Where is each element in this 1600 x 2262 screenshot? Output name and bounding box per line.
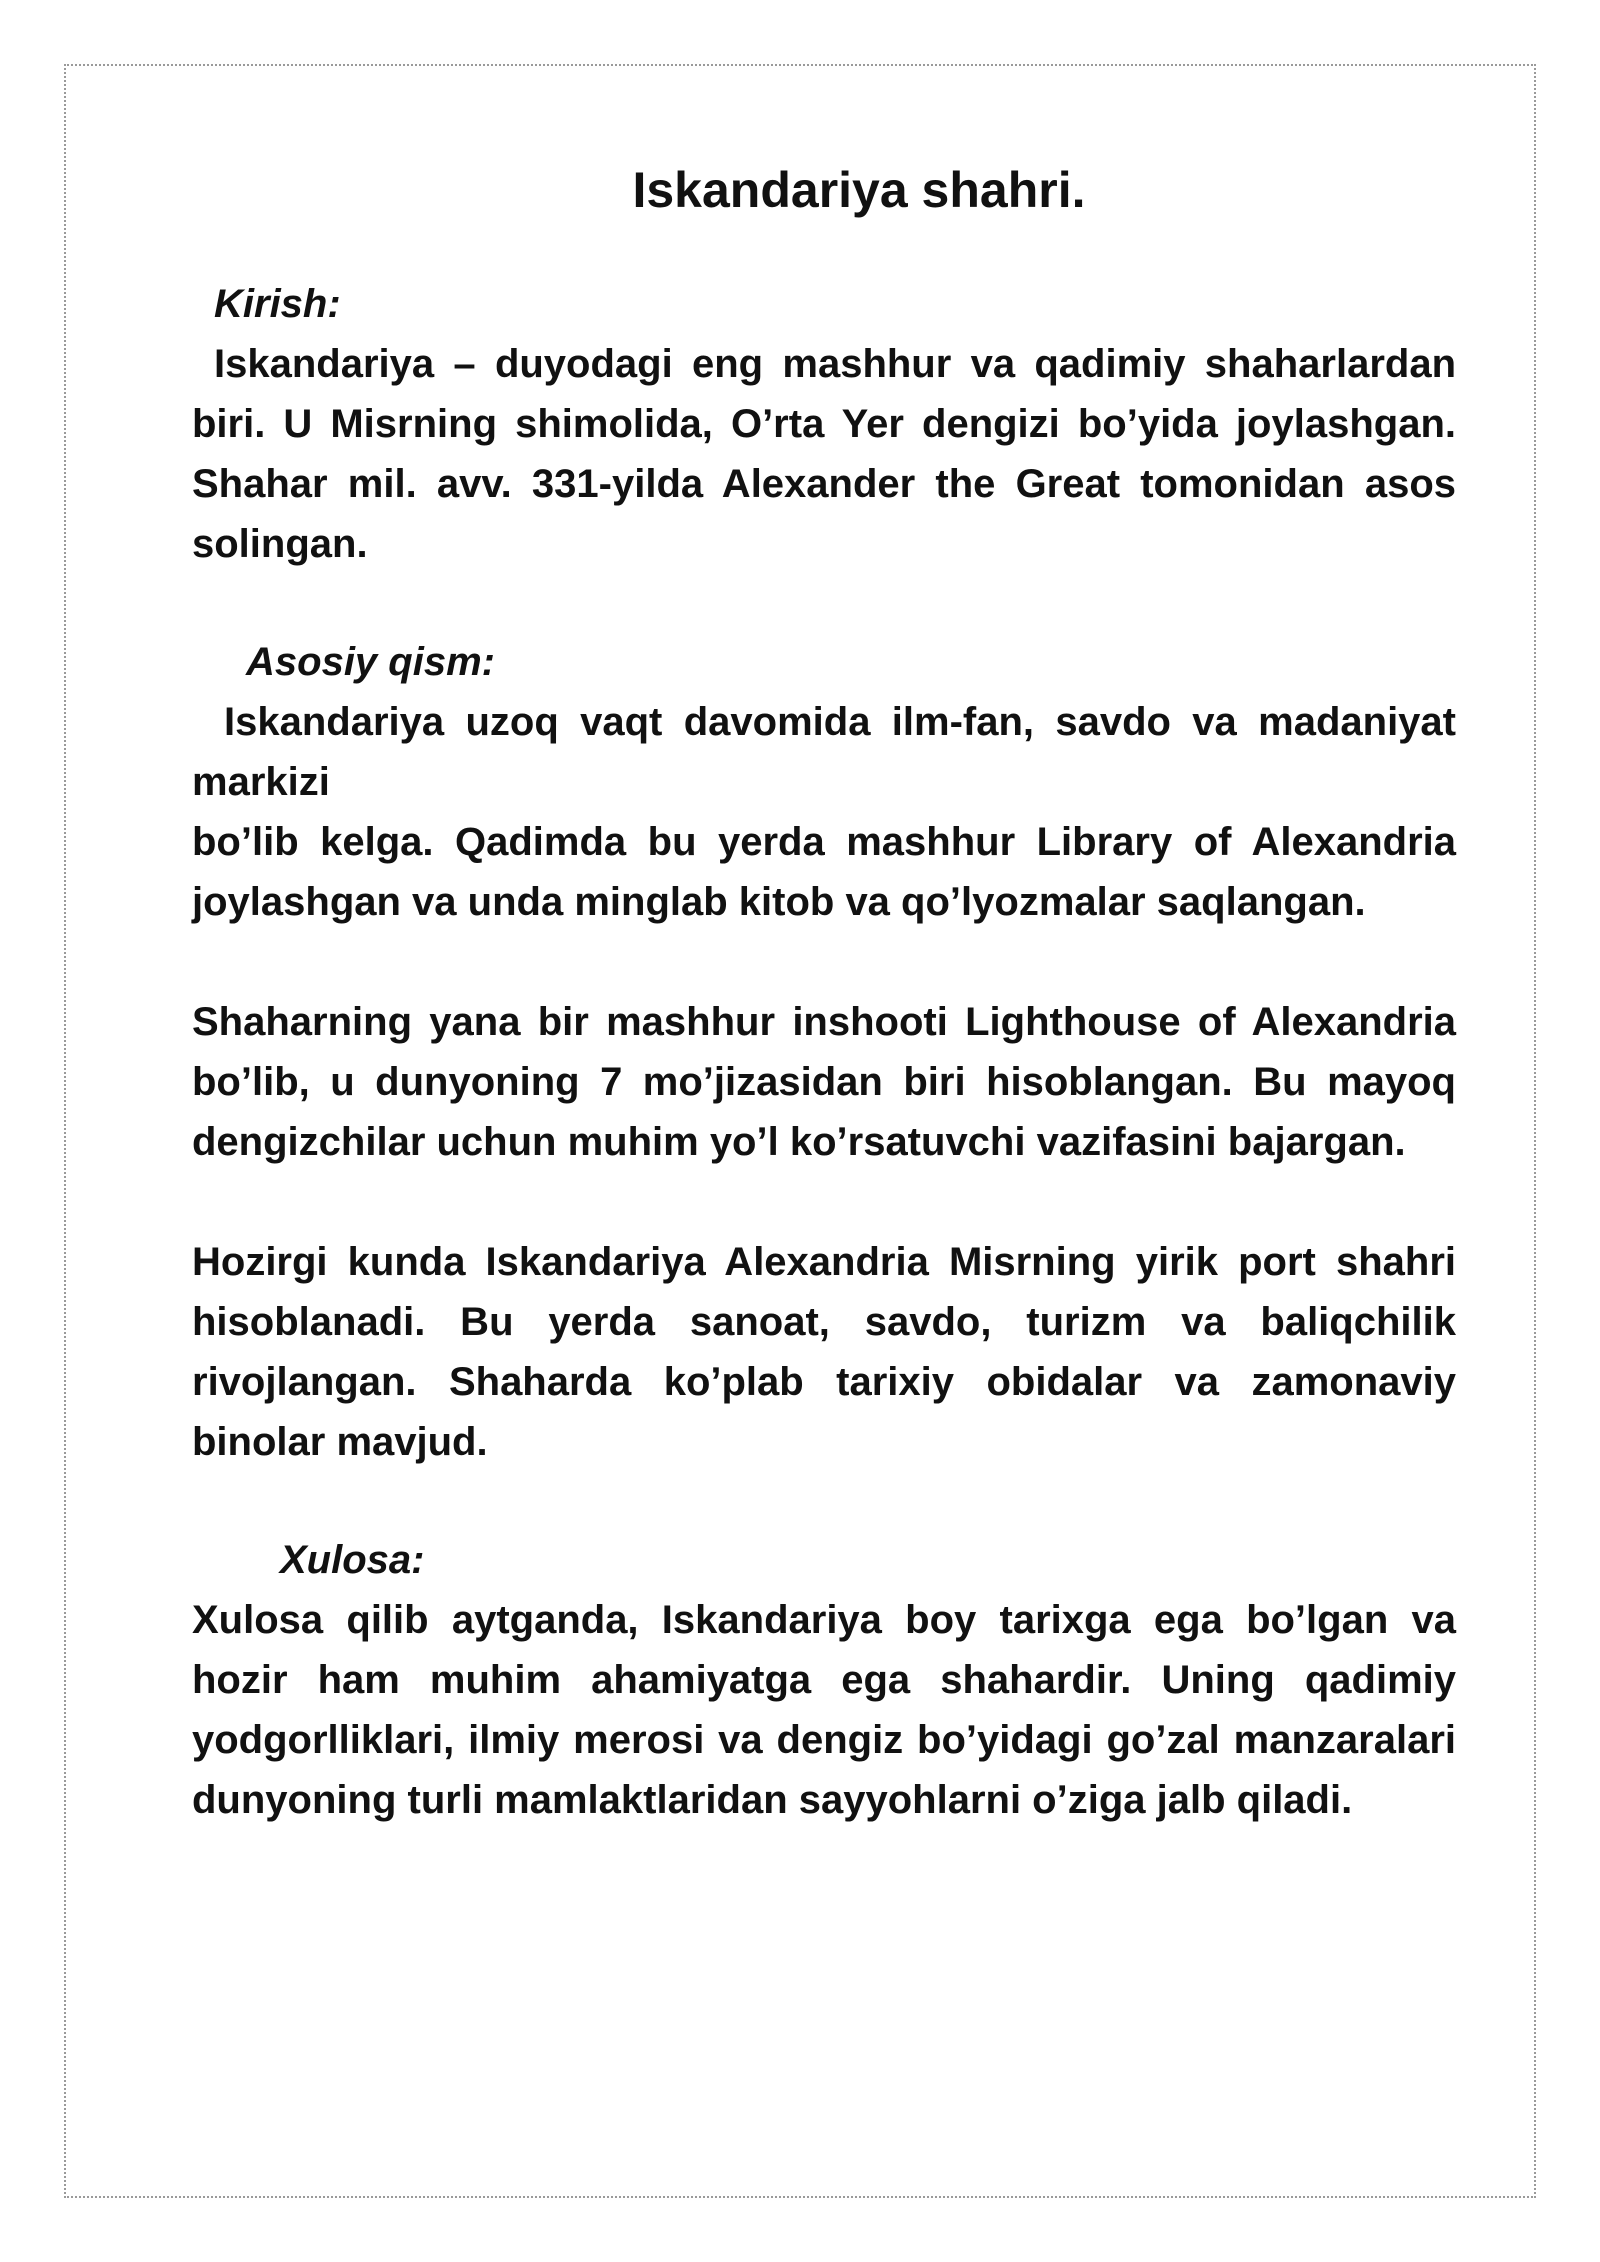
spacer <box>192 574 1456 632</box>
paragraph-kirish: Iskandariya – duyodagi eng mashhur va qadimiy shaharlardan biri. U Misrning shimolida, O’rta Yer dengizi bo’yida joylashgan. Shahar mil. avv. 331-yilda Alexander the Great tomonidan asos solingan. <box>192 342 1456 566</box>
paragraph-asosiy-2: bo’lib kelga. Qadimda bu yerda mashhur Library of Alexandria joylashgan va unda minglab kitob va qo’lyozmalar saqlangan. <box>192 820 1456 924</box>
document-title: Iskandariya shahri. <box>632 162 1086 218</box>
paragraph-asosiy-1: Iskandariya uzoq vaqt davomida ilm-fan, savdo va madaniyat markizi <box>192 700 1456 804</box>
paragraph-asosiy-4: Hozirgi kunda Iskandariya Alexandria Misrning yirik port shahri hisoblanadi. Bu yerda sanoat, savdo, turizm va baliqchilik rivojlangan. Shaharda ko’plab tarixiy obidalar va zamonaviy binolar mavjud. <box>192 1240 1456 1464</box>
document-body <box>192 150 1456 1830</box>
section-heading-asosiy-qism: Asosiy qism: <box>246 640 495 684</box>
paragraph-asosiy-3: Shaharning yana bir mashhur inshooti Lighthouse of Alexandria bo’lib, u dunyoning 7 mo’jizasidan biri hisoblangan. Bu mayoq dengizchilar uchun muhim yo’l ko’rsatuvchi vazifasini bajargan. <box>192 1000 1456 1164</box>
section-heading-xulosa: Xulosa: <box>280 1538 425 1582</box>
spacer <box>192 1172 1456 1232</box>
spacer <box>192 932 1456 992</box>
section-heading-kirish: Kirish: <box>214 282 341 326</box>
spacer <box>192 1472 1456 1530</box>
paragraph-xulosa: Xulosa qilib aytganda, Iskandariya boy tarixga ega bo’lgan va hozir ham muhim ahamiyatga ega shahardir. Uning qadimiy yodgorlliklari, ilmiy merosi va dengiz bo’yidagi go’zal manzaralari dunyoning turli mamlaktlaridan sayyohlarni o’ziga jalb qiladi. <box>192 1598 1456 1822</box>
